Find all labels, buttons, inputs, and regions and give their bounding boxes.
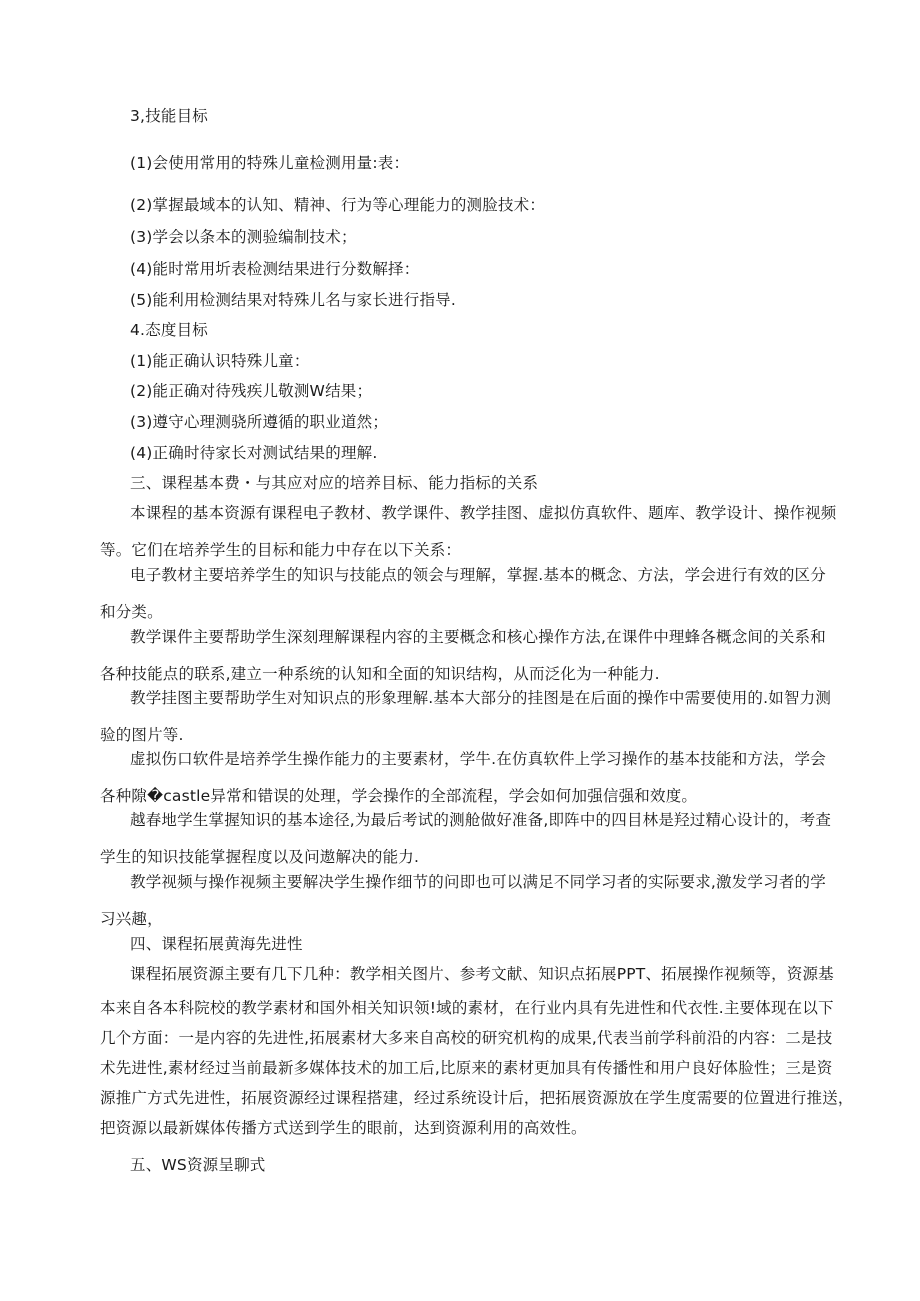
paragraph-line: 越春地学生掌握知识的基本途径,为最后考试的测舱做好准备,即阵中的四目林是羟过精心设计的，考查 (130, 811, 832, 829)
paragraph-line: 本来自各本科院校的教学素材和国外相关知识领!域的素材，在行业内具有先进性和代衣性.主要体现在以下 (100, 999, 834, 1017)
list-item: (5)能利用检测结果对特殊儿名与家长进行指导. (130, 291, 456, 309)
paragraph-line: 等。它们在培养学生的目标和能力中存在以下关系： (100, 541, 462, 559)
paragraph (100, 864, 830, 938)
list-item: (4)正确时待家长对测试结果的理解. (130, 444, 378, 462)
paragraph-line: 教学挂图主要帮助学生对知识点的形象理解.基本大部分的挂图是在后面的操作中需要使用的.如智力测 (130, 689, 832, 707)
paragraph-line: 和分类。 (100, 603, 163, 621)
section-heading-skill-goals: 3,技能目标 (130, 107, 208, 125)
list-item: (1)能正确认识特殊儿童： (130, 352, 310, 370)
paragraph-line: 几个方面：一是内容的先进性,拓展素材大多来自高校的研究机构的成果,代表当前学科前沿的内容：二是技 (100, 1029, 833, 1047)
list-item: (3)遵守心理测骁所遵循的职业道然； (130, 413, 389, 431)
paragraph-line: 教学课件主要帮助学生深刻理解课程内容的主要概念和核心操作方法,在课件中理蜂各概念间的关系和 (130, 628, 826, 646)
paragraph-line: 把资源以最新媒体传播方式送到学生的眼前，达到资源利用的高效性。 (100, 1119, 587, 1137)
paragraph-line: 本课程的基本资源有课程电子教材、教学课件、教学挂图、虚拟仿真软件、题库、教学设计、操作视频 (130, 504, 837, 522)
paragraph-line: 教学视频与操作视频主要解决学生操作细节的问即也可以满足不同学习者的实际要求,激发学习者的学 (130, 873, 826, 891)
section-heading-attitude-goals: 4.态度目标 (130, 321, 208, 339)
section-heading-5: 五、WS资源呈聊式 (130, 1156, 266, 1174)
paragraph-line: 各种隙�castle异常和错误的处理，学会操作的全部流程，学会如何加强信强和效度。 (100, 787, 698, 805)
paragraph-line: 验的图片等. (100, 726, 184, 744)
paragraph-line: 学生的知识技能掌握程度以及问遨解决的能力. (100, 848, 420, 866)
list-item: (2)能正确对待残疾儿敬测W结果； (130, 382, 373, 400)
paragraph-line: 源推广方式先进性，拓展资源经过课程搭建，经过系统设计后，把拓展资源放在学生度需要的位置进行推送， (100, 1089, 854, 1107)
paragraph-line: 课程拓展资源主要有几下几种：教学相关图片、参考文献、知识点拓展PPT、拓展操作视频等，资源基 (130, 965, 834, 983)
section-heading-4: 四、课程拓展黄海先进性 (130, 935, 303, 953)
list-item: (3)学会以条本的测验编制技术； (130, 228, 357, 246)
list-item: (1)会使用常用的特殊儿童检测用量:表： (130, 154, 410, 172)
paragraph-line: 术先进性,素材经过当前最新多媒体技术的加工后,比原来的素材更加具有传播性和用户良好体脸性；三是资 (100, 1059, 833, 1077)
paragraph-line: 电子教材主要培养学生的知识与技能点的领会与理解，掌握.基本的概念、方法，学会进行有效的区分 (130, 566, 826, 584)
paragraph (100, 956, 854, 1143)
section-heading-3: 三、课程基本费・与其应对应的培养目标、能力指标的关系 (130, 474, 539, 492)
paragraph-line: 习兴趣， (100, 910, 163, 928)
paragraph-line: 虚拟伤口软件是培养学生操作能力的主要素材，学牛.在仿真软件上学习操作的基本技能和方法，学会 (130, 750, 826, 768)
paragraph-line: 各种技能点的联系,建立一种系统的认知和全面的知识结构，从而泛化为一种能力. (100, 665, 660, 683)
list-item: (2)掌握最域本的认知、精神、行为等心理能力的测脸技术： (130, 196, 546, 214)
list-item: (4)能时常用圻表检测结果进行分数解择： (130, 260, 420, 278)
